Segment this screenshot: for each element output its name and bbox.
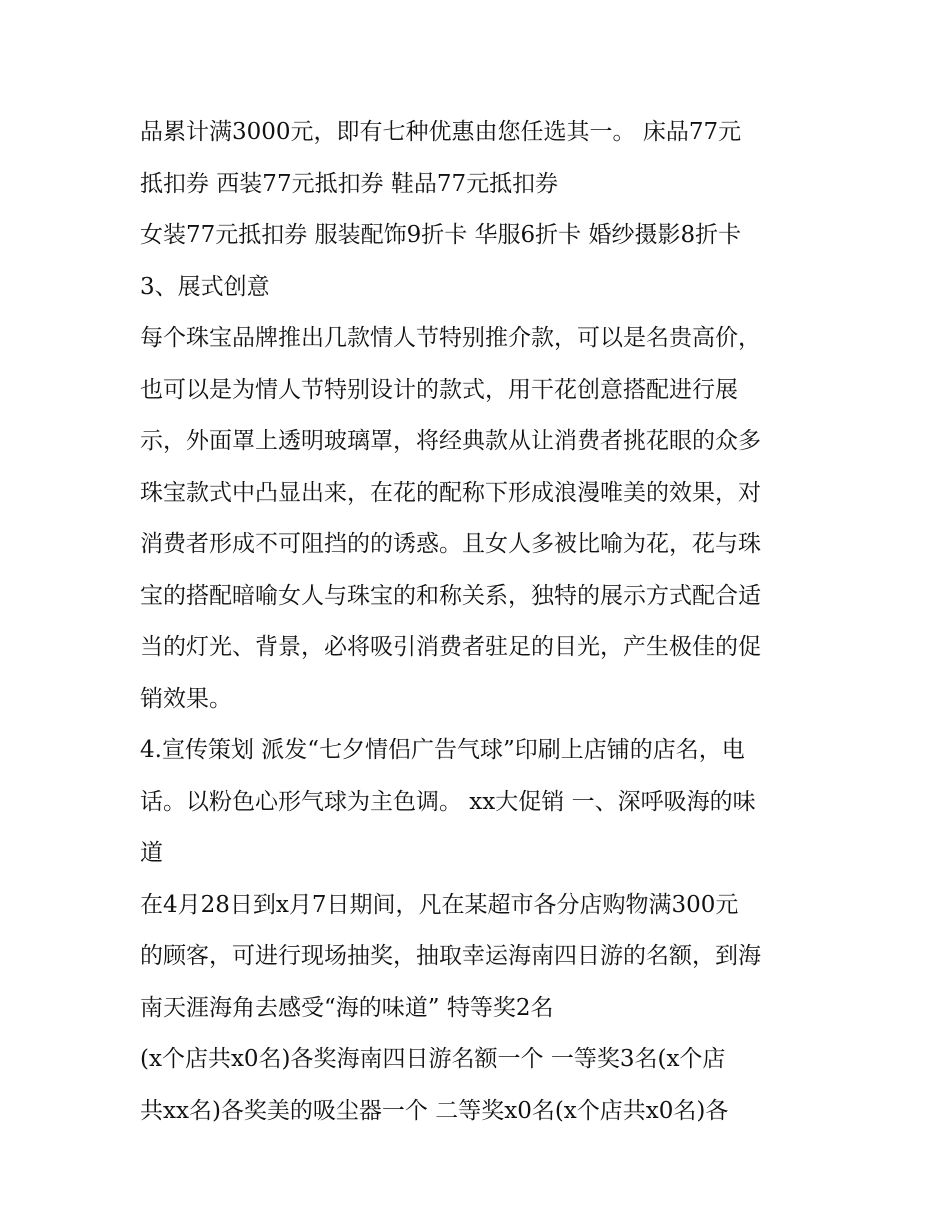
text-line: 话。以粉色心形气球为主色调。 xx大促销 一、深呼吸海的味 <box>140 788 756 815</box>
text-line: 道 <box>140 840 163 866</box>
text-line: 宝的搭配暗喻女人与珠宝的和称关系，独特的展示方式配合适 <box>140 582 761 609</box>
text-line: 在4月28日到x月7日期间，凡在某超市各分店购物满300元 <box>140 891 739 918</box>
text-line: 4.宣传策划 派发“七夕情侣广告气球”印刷上店铺的店名，电 <box>140 737 745 763</box>
text-line: 南天涯海角去感受“海的味道” 特等奖2名 <box>140 994 554 1021</box>
text-line: 的顾客，可进行现场抽奖，抽取幸运海南四日游的名额，到海 <box>140 943 761 969</box>
document-body-text <box>140 107 830 1137</box>
text-line: 示，外面罩上透明玻璃罩，将经典款从让消费者挑花眼的众多 <box>140 428 761 454</box>
text-line: 珠宝款式中凸显出来，在花的配称下形成浪漫唯美的效果，对 <box>140 479 761 506</box>
section-heading: 3、展式创意 <box>140 273 270 300</box>
text-line: 每个珠宝品牌推出几款情人节特别推介款，可以是名贵高价， <box>140 325 761 351</box>
text-line: (x个店共x0名)各奖海南四日游名额一个 一等奖3名(x个店 <box>140 1046 726 1072</box>
text-line: 品累计满3000元，即有七种优惠由您任选其一。 床品77元 <box>140 119 742 145</box>
text-line: 女装77元抵扣券 服装配饰9折卡 华服6折卡 婚纱摄影8折卡 <box>140 222 742 248</box>
text-line: 当的灯光、背景，必将吸引消费者驻足的目光，产生极佳的促 <box>140 634 761 660</box>
text-line: 也可以是为情人节特别设计的款式，用干花创意搭配进行展 <box>140 376 738 403</box>
text-line: 销效果。 <box>140 685 232 712</box>
text-line: 共xx名)各奖美的吸尘器一个 二等奖x0名(x个店共x0名)各 <box>140 1097 729 1124</box>
text-line: 消费者形成不可阻挡的的诱惑。且女人多被比喻为花，花与珠 <box>140 531 761 557</box>
text-line: 抵扣券 西装77元抵扣券 鞋品77元抵扣券 <box>140 170 559 197</box>
